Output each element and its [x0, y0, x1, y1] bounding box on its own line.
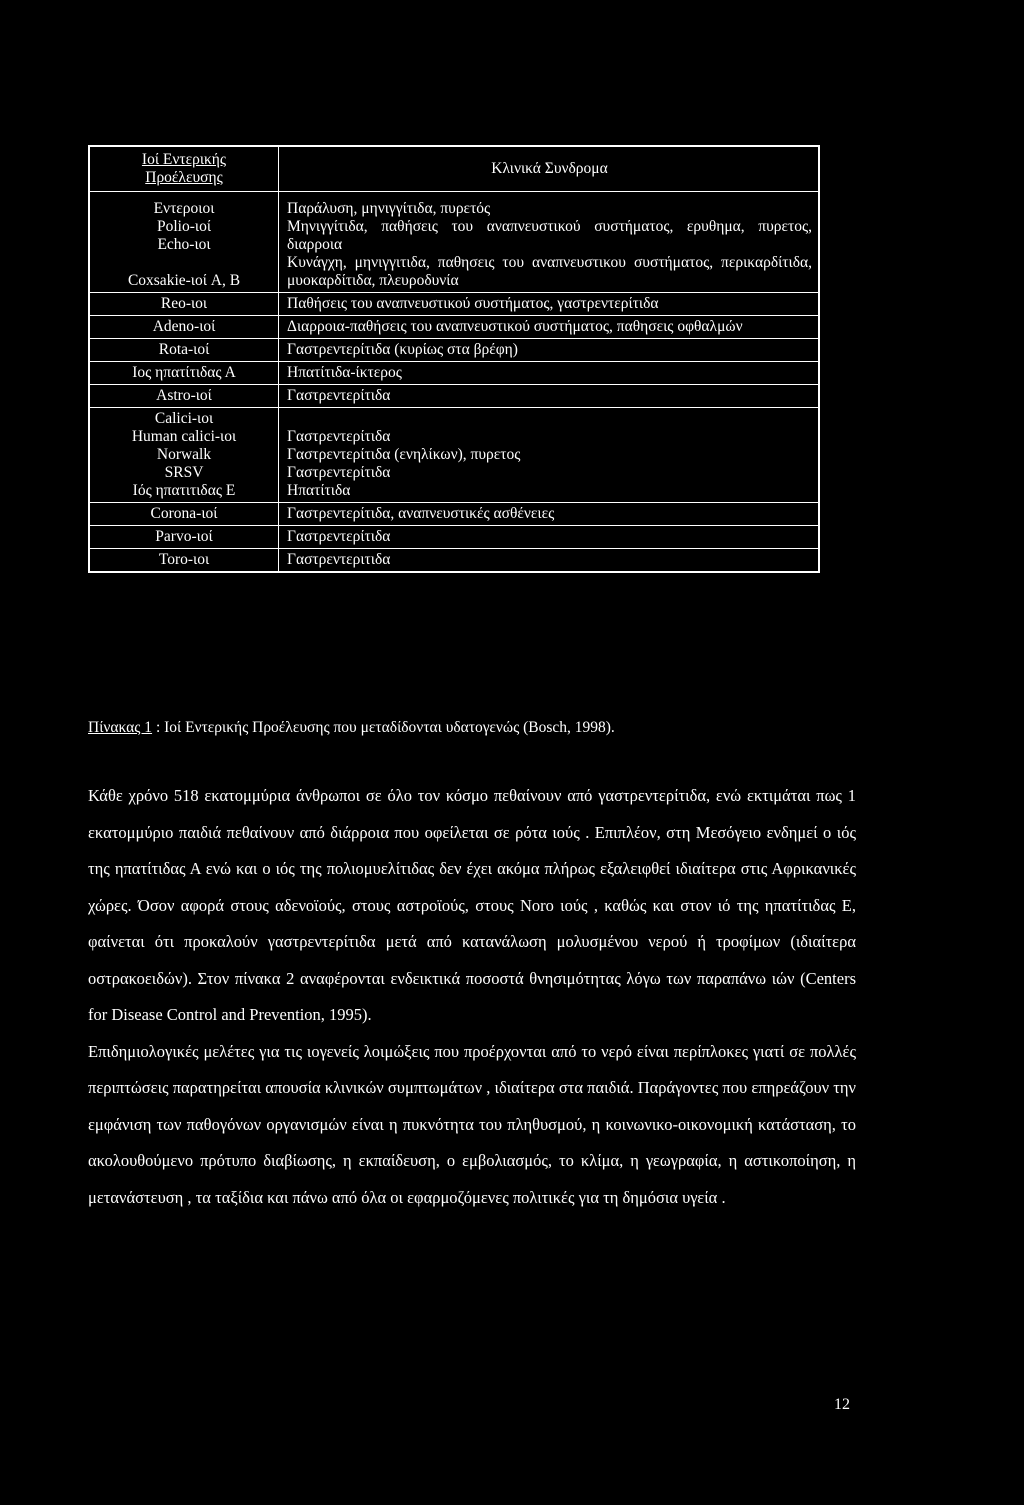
syndrome-text: Γαστρεντερίτιδα — [287, 464, 391, 481]
syndrome-text: Γαστρεντερίτιδα — [279, 385, 820, 408]
table-row — [89, 503, 819, 526]
table-row — [89, 316, 819, 339]
syndrome-text: Γαστρεντερίτιδα — [287, 428, 391, 445]
syndrome-text: Παράλυση, μηνιγγίτιδα, πυρετός — [287, 200, 491, 217]
syndrome-text: Γαστρεντερίτιδα (κυρίως στα βρέφη) — [279, 339, 820, 362]
syndrome-text: Γαστρεντερίτιδα (ενηλίκων), πυρετος — [287, 446, 521, 463]
calici-names-cell — [89, 408, 279, 503]
syndrome-text: Κυνάγχη, μηνιγγιτιδα, παθησεις του αναπνευστικου συστήματος, περικαρδίτιδα, μυοκαρδίτιδα, πλευροδυνία — [287, 254, 812, 289]
virus-name: Human calici-ιοι — [131, 428, 237, 445]
table-row — [89, 362, 819, 385]
virus-name: Toro-ιοι — [89, 549, 279, 573]
enterovirus-syndromes-cell — [279, 192, 820, 293]
syndrome-text: Μηνιγγίτιδα, παθήσεις του αναπνευστικού συστήματος, ερυθημα, πυρετος, διαρροια — [287, 218, 812, 253]
paragraph: Επιδημιολογικές μελέτες για τις ιογενείς λοιμώξεις που προέρχονται από το νερό είναι περίπλοκες γιατί σε πολλές περιπτώσεις παρατηρείται απουσία κλινικών συμπτωμάτων , ιδιαίτερα στα παιδιά. Παράγοντες που επηρεάζουν την εμφάνιση των παθογόνων οργανισμών είναι η πυκνότητα του πληθυσμού, η κοινωνικο-οικονομική κατάσταση, το ακολουθούμενο πρότυπο διαβίωσης, η εκπαίδευση, ο εμβολιασμός, το κλίμα, η γεωγραφία, η αστικοποίηση, η μετανάστευση , τα ταξίδια και πάνω από όλα οι εφαρμοζόμενες πολιτικές για τη δημόσια υγεία . — [88, 1041, 856, 1207]
virus-name: Echo-ιοι — [157, 236, 211, 253]
table-row — [89, 385, 819, 408]
virus-name: Corona-ιοί — [89, 503, 279, 526]
table-caption-label: Πίνακας 1 — [88, 719, 153, 736]
body-text — [88, 778, 856, 1216]
virus-name: Parvo-ιοί — [89, 526, 279, 549]
header-syndrome-column: Κλινικά Συνδρομα — [279, 146, 820, 192]
paragraph: Κάθε χρόνο 518 εκατομμύρια άνθρωποι σε όλο τον κόσμο πεθαίνουν από γαστρεντερίτιδα, ενώ εκτιμάται πως 1 εκατομμύριο παιδιά πεθαίνουν από διάρροια που οφείλεται σε ρότα ιούς . Επιπλέον, στη Μεσόγειο ενδημεί ο ιός της ηπατίτιδας Α ενώ και ο ιός της πολιομυελίτιδας δεν έχει ακόμα πλήρως εξαλειφθεί ιδιαίτερα στις Αφρικανικές χώρες. Όσον αφορά στους αδενοϊούς, στους αστροϊούς, στους Noro ιούς , καθώς και στον ιό της ηπατίτιδας Ε, φαίνεται ότι προκαλούν γαστρεντερίτιδα μετά από κατανάλωση μολυσμένου νερού ή τροφίμων (ιδιαίτερα οστρακοειδών). Στον πίνακα 2 αναφέρονται ενδεικτικά ποσοστά θνησιμότητας λόγω των παραπάνω ιών (Centers for Disease Control and Prevention, 1995). — [88, 786, 856, 1024]
table-row — [89, 339, 819, 362]
table-caption-text: : Ιοί Εντερικής Προέλευσης που μεταδίδονται υδατογενώς (Bosch, 1998). — [152, 719, 615, 736]
virus-name: Calici-ιοι — [154, 410, 214, 427]
table-row-enteroviruses — [89, 192, 819, 293]
virus-name: Adeno-ιοί — [89, 316, 279, 339]
table-row — [89, 526, 819, 549]
syndrome-text: Ηπατίτιδα-ίκτερος — [279, 362, 820, 385]
table-row — [89, 549, 819, 573]
spacer — [96, 254, 272, 272]
virus-name: Rota-ιοί — [89, 339, 279, 362]
page-number: 12 — [834, 1396, 850, 1413]
calici-syndromes-cell — [279, 408, 820, 503]
enteric-viruses-table — [88, 145, 820, 573]
syndrome-text: Ηπατίτιδα — [287, 482, 351, 499]
syndrome-text: Γαστρεντερίτιδα, αναπνευστικές ασθένειες — [279, 503, 820, 526]
header-virus-line2: Προέλευσης — [145, 169, 223, 186]
header-virus-column — [89, 146, 279, 192]
virus-name: Astro-ιοί — [89, 385, 279, 408]
virus-name: Polio-ιοί — [157, 218, 211, 235]
virus-name: Ιός ηπατιτιδας Ε — [132, 482, 236, 499]
header-virus-line1: Ιοί Εντερικής — [141, 151, 227, 168]
virus-name: Εντεροιοι — [153, 200, 215, 217]
table-header-row — [89, 146, 819, 192]
virus-name: Norwalk — [156, 446, 212, 463]
syndrome-text: Παθήσεις του αναπνευστικού συστήματος, γαστρεντερίτιδα — [279, 293, 820, 316]
virus-name: Coxsakie-ιοί A, B — [127, 272, 241, 289]
syndrome-text: Διαρροια-παθήσεις του αναπνευστικού συστήματος, παθησεις οφθαλμών — [279, 316, 820, 339]
virus-name: Reo-ιοι — [89, 293, 279, 316]
virus-name: SRSV — [164, 464, 204, 481]
virus-name: Ιος ηπατίτιδας Α — [89, 362, 279, 385]
syndrome-text: Γαστρεντερίτιδα — [279, 526, 820, 549]
enterovirus-names-cell — [89, 192, 279, 293]
syndrome-text: Γαστρεντεριτιδα — [279, 549, 820, 573]
table-caption — [88, 718, 888, 738]
table-row — [89, 293, 819, 316]
table-row-calici — [89, 408, 819, 503]
spacer — [287, 410, 812, 428]
